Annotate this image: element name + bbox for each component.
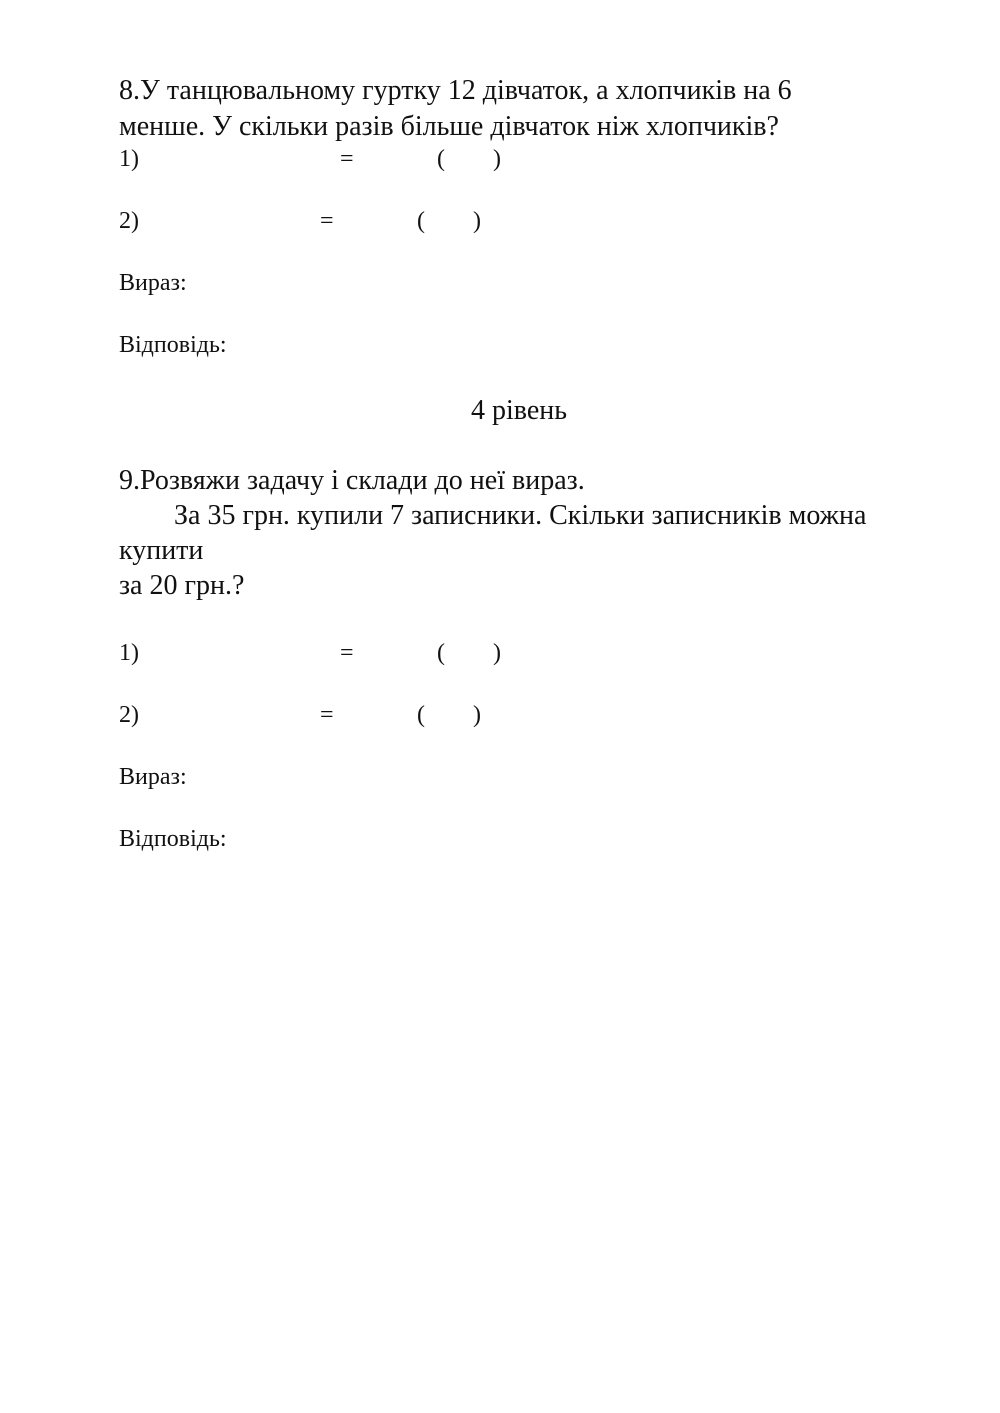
equals-sign: =: [340, 640, 354, 666]
task9-line2: За 35 грн. купили 7 записники. Скільки записників можна: [174, 500, 867, 531]
step-number: 2): [119, 208, 139, 234]
close-paren: ): [473, 208, 481, 234]
step-number: 2): [119, 702, 139, 728]
task8-answer-label: Відповідь:: [119, 332, 227, 358]
equals-sign: =: [340, 146, 354, 172]
task8-line1: 8.У танцювальному гуртку 12 дівчаток, а хлопчиків на 6: [119, 75, 792, 106]
equals-sign: =: [320, 208, 334, 234]
open-paren: (: [437, 640, 445, 666]
task9-line1: 9.Розвяжи задачу і склади до неї вираз.: [119, 465, 585, 496]
step-number: 1): [119, 146, 139, 172]
task9-line4: за 20 грн.?: [119, 570, 245, 601]
task8-expression-label: Вираз:: [119, 270, 187, 296]
level-heading: 4 рівень: [471, 395, 568, 426]
equals-sign: =: [320, 702, 334, 728]
open-paren: (: [417, 702, 425, 728]
step-number: 1): [119, 640, 139, 666]
task9-line3: купити: [119, 535, 204, 566]
open-paren: (: [437, 146, 445, 172]
task9-expression-label: Вираз:: [119, 764, 187, 790]
close-paren: ): [473, 702, 481, 728]
open-paren: (: [417, 208, 425, 234]
task9-answer-label: Відповідь:: [119, 826, 227, 852]
close-paren: ): [493, 146, 501, 172]
task8-line2: менше. У скільки разів більше дівчаток ніж хлопчиків?: [119, 111, 779, 142]
close-paren: ): [493, 640, 501, 666]
